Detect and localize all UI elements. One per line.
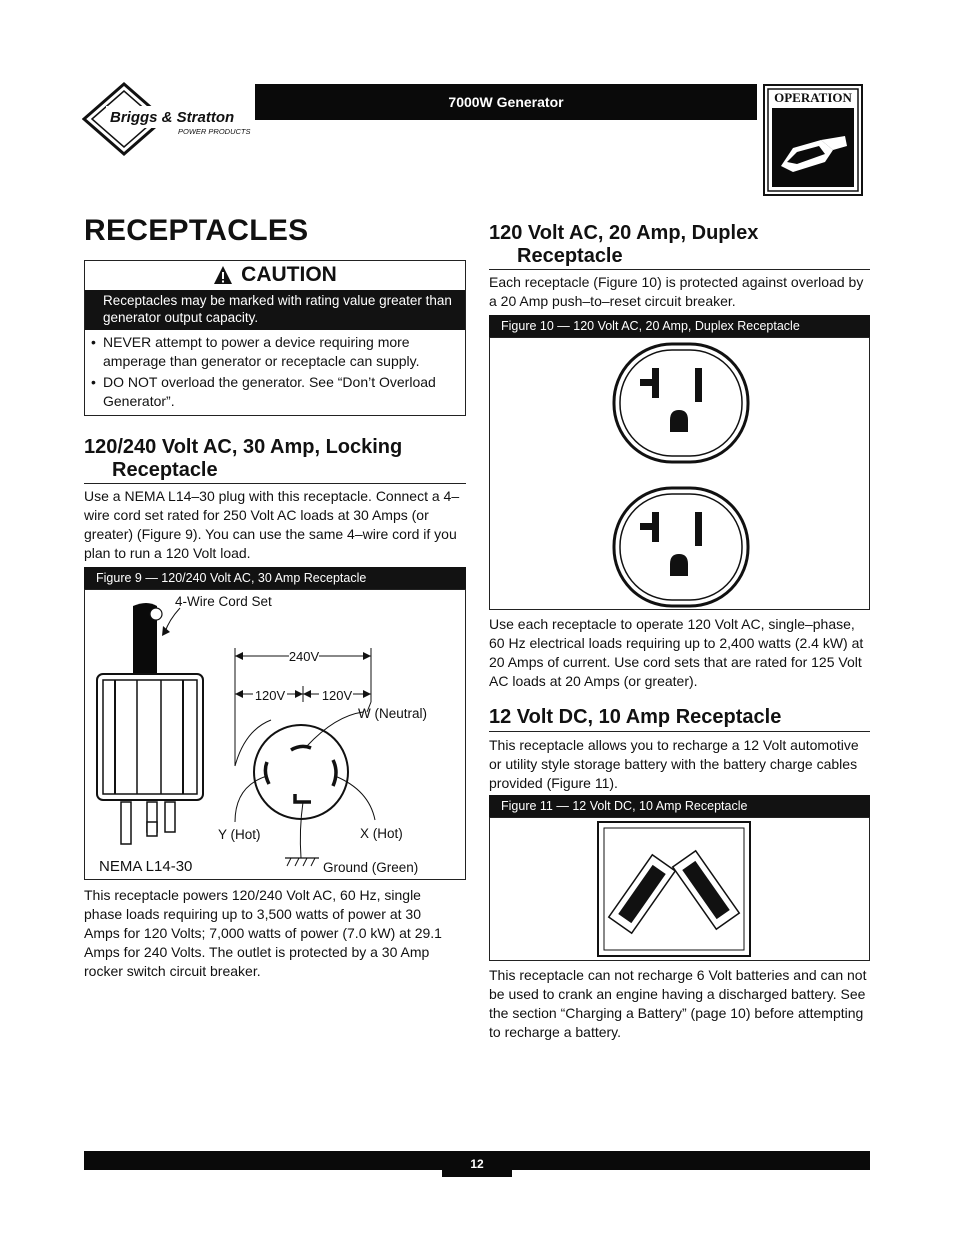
page-title: RECEPTACLES <box>84 214 309 247</box>
brand-sub: POWER PRODUCTS <box>178 127 251 136</box>
caution-header <box>85 261 465 289</box>
dc-intro: This receptacle allows you to recharge a 12 Volt automotive or utility style storage battery with the battery charge cables provided (Figure 11). <box>489 737 859 791</box>
page-number: 12 <box>442 1151 512 1177</box>
label-plug-type: NEMA L14-30 <box>99 858 193 875</box>
list-item: • NEVER attempt to power a device requiring more amperage than generator or receptacle can supply. <box>91 334 420 369</box>
locking-heading: 120/240 Volt AC, 30 Amp, Locking Receptacle <box>84 436 403 481</box>
duplex-heading: 120 Volt AC, 20 Amp, Duplex Receptacle <box>489 222 759 267</box>
duplex-body: Use each receptacle to operate 120 Volt AC, single–phase, 60 Hz electrical loads requiring up to 2,400 watts (2.4 kW) at 20 Amps of current. Use cord sets that are rated for 125 Volt AC loads at 20 Amps (or greater). <box>489 616 864 689</box>
product-title: 7000W Generator <box>448 94 564 110</box>
briggs-stratton-logo <box>82 82 252 156</box>
label-neutral: W (Neutral) <box>358 706 428 721</box>
figure-9 <box>84 589 466 880</box>
operation-badge-text: OPERATION <box>774 90 852 105</box>
list-item: • DO NOT overload the generator. See “Don’t Overload Generator”. <box>91 374 436 409</box>
divider <box>489 269 870 270</box>
caution-list <box>85 333 465 413</box>
warning-triangle-icon <box>213 265 233 285</box>
label-240v: 240V <box>288 649 320 664</box>
caution-banner: Receptacles may be marked with rating value greater than generator output capacity. <box>85 290 465 330</box>
divider <box>84 483 466 484</box>
duplex-receptacle-diagram <box>490 338 869 609</box>
figure-9-caption: Figure 9 — 120/240 Volt AC, 30 Amp Receptacle <box>84 567 466 589</box>
operation-badge <box>763 84 863 196</box>
product-title-bar <box>255 84 757 120</box>
l14-30-plug-diagram <box>85 590 465 879</box>
caution-box <box>84 260 466 416</box>
locking-body: This receptacle powers 120/240 Volt AC, 60 Hz, single phase loads requiring up to 3,500 watts of power at 30 Amps for 120 Volts; 7,000 watts of power (7.0 kW) at 29.1 Amps for 240 Volts. The outlet is protected by a 30 Amp rocker switch circuit breaker. <box>84 887 442 979</box>
divider <box>489 731 870 732</box>
figure-11 <box>489 817 870 961</box>
label-cord-set: 4-Wire Cord Set <box>175 594 272 609</box>
caution-heading: CAUTION <box>241 263 337 286</box>
duplex-intro: Each receptacle (Figure 10) is protected against overload by a 20 Amp push–to–reset circuit breaker. <box>489 274 864 309</box>
label-y-hot: Y (Hot) <box>218 827 261 842</box>
label-ground: Ground (Green) <box>323 860 419 875</box>
locking-intro: Use a NEMA L14–30 plug with this receptacle. Connect a 4–wire cord set rated for 250 Volt AC loads at 30 Amps (or greater) (Figure 9). You can use the same 4–wire cord if you plan to run a 120 Volt load. <box>84 488 460 561</box>
label-120v-left: 120V <box>254 688 286 703</box>
figure-10 <box>489 337 870 610</box>
top-outlet <box>614 344 748 462</box>
dc-body: This receptacle can not recharge 6 Volt batteries and can not be used to crank an engine having a discharged battery. See the section “Charging a Battery” (page 10) before attempting to recharge a battery. <box>489 967 867 1040</box>
label-x-hot: X (Hot) <box>360 826 403 841</box>
brand-name: Briggs & Stratton <box>110 109 235 126</box>
dc-receptacle-diagram <box>490 818 869 960</box>
figure-10-caption: Figure 10 — 120 Volt AC, 20 Amp, Duplex Receptacle <box>489 315 870 337</box>
dc-heading: 12 Volt DC, 10 Amp Receptacle <box>489 706 782 728</box>
label-120v-right: 120V <box>321 688 353 703</box>
bottom-outlet <box>614 488 748 606</box>
figure-11-caption: Figure 11 — 12 Volt DC, 10 Amp Receptacle <box>489 795 870 817</box>
